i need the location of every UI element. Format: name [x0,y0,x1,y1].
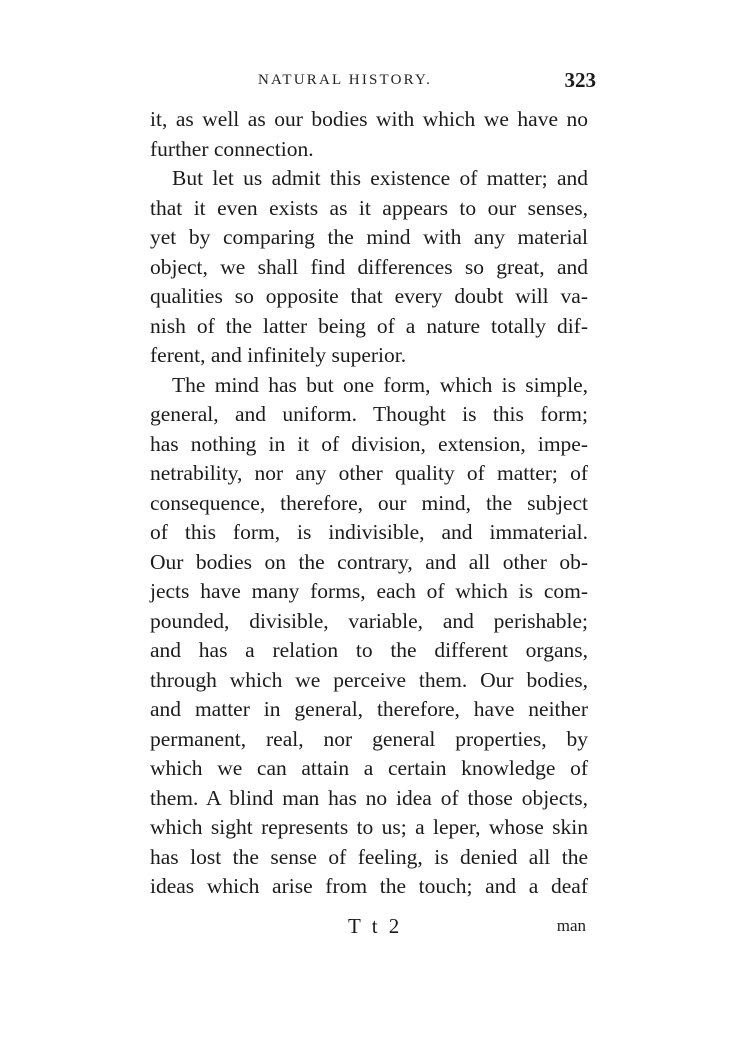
text-line: netrability, nor any other quality of matter; of [150,461,588,485]
text-line: Our bodies on the contrary, and all other ob- [150,549,588,574]
page-footer [150,914,588,944]
text-line: further connection. [150,136,314,161]
text-line: permanent, real, nor general properties, by [150,726,588,751]
page-number: 323 [564,68,596,92]
text-line: But let us admit this existence of matter; and [172,166,588,190]
text-line: of this form, is indivisible, and immaterial. [150,520,588,544]
text-line: it, as well as our bodies with which we have no [150,107,588,131]
text-line: has nothing in it of division, extension, impe- [150,431,588,456]
text-line: that it even exists as it appears to our senses, [150,195,588,220]
text-line: has lost the sense of feeling, is denied all the [150,844,588,869]
text-line: which sight represents to us; a leper, whose skin [150,815,588,839]
text-line: and matter in general, therefore, have neither [150,697,588,721]
text-line: nish of the latter being of a nature totally dif- [150,313,588,338]
text-line: The mind has but one form, which is simple, [172,372,588,397]
text-line: object, we shall find differences so great, and [150,254,588,279]
text-line: jects have many forms, each of which is com- [150,579,588,603]
running-head: NATURAL HISTORY. [258,72,433,88]
text-line: them. A blind man has no idea of those objects, [150,785,588,810]
text-line: and has a relation to the different organs, [150,638,588,662]
text-line: pounded, divisible, variable, and perishable; [150,608,588,633]
body-text [150,105,588,902]
text-line: qualities so opposite that every doubt will va- [150,284,588,308]
text-line: ideas which arise from the touch; and a deaf [150,874,588,898]
text-line: consequence, therefore, our mind, the subject [150,490,588,515]
text-line: yet by comparing the mind with any material [150,225,588,249]
text-line: ferent, and infinitely superior. [150,343,407,367]
text-line: through which we perceive them. Our bodies, [150,667,588,692]
page-header [150,68,600,98]
catchword: man [556,916,586,935]
text-line: which we can attain a certain knowledge of [150,756,588,780]
text-line: general, and uniform. Thought is this form; [150,402,588,426]
signature-mark: T t 2 [348,914,403,938]
